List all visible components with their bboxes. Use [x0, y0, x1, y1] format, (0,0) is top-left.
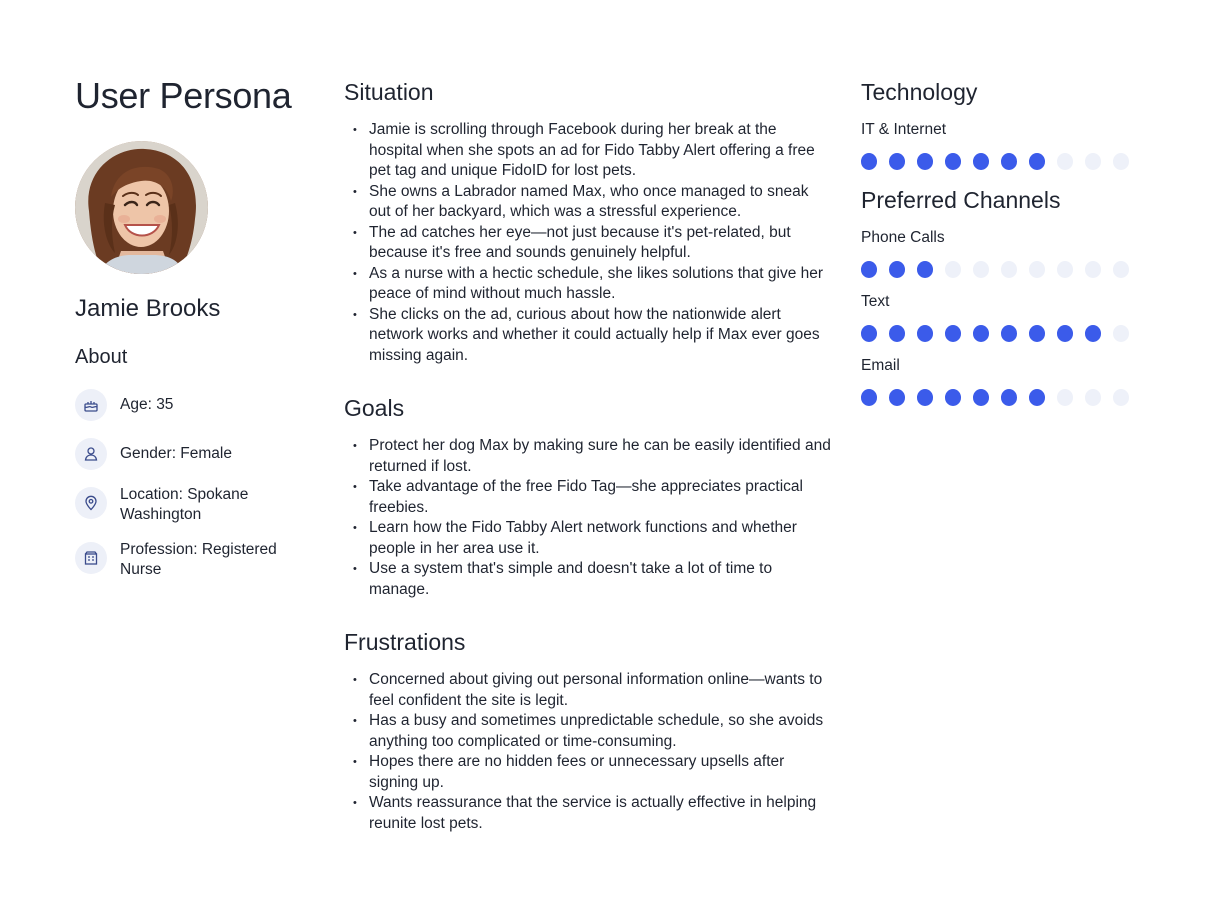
- list-item: • As a nurse with a hectic schedule, she likes solutions that give her peace of mind without much hassle.: [344, 264, 834, 305]
- goals-section: [344, 394, 834, 600]
- situation-section: [344, 78, 834, 366]
- rating-dot-filled: [917, 389, 933, 406]
- rating-dot-filled: [945, 325, 961, 342]
- rating-dot-filled: [917, 325, 933, 342]
- situation-list: [344, 120, 834, 366]
- rating-dot-filled: [1001, 389, 1017, 406]
- persona-name: Jamie Brooks: [75, 295, 221, 322]
- profile-column: [75, 74, 315, 597]
- rating-dot-empty: [1113, 261, 1129, 278]
- rating-dot-empty: [1113, 325, 1129, 342]
- rating-dots: [861, 325, 1141, 342]
- list-item: • She owns a Labrador named Max, who once managed to sneak out of her backyard, which was a stressful experience.: [344, 182, 834, 223]
- list-item: • Concerned about giving out personal information online—wants to feel confident the site is legit.: [344, 670, 834, 711]
- rating-dot-filled: [861, 325, 877, 342]
- rating-dot-filled: [861, 153, 877, 170]
- list-item: • Hopes there are no hidden fees or unnecessary upsells after signing up.: [344, 752, 834, 793]
- building-icon: [75, 542, 107, 574]
- rating-dot-filled: [861, 261, 877, 278]
- rating-dot-filled: [917, 153, 933, 170]
- rating-dot-empty: [1085, 389, 1101, 406]
- goals-heading: Goals: [344, 395, 405, 421]
- goals-list: [344, 436, 834, 600]
- rating-label: Phone Calls: [861, 229, 945, 246]
- frustrations-heading: Frustrations: [344, 629, 466, 655]
- avatar: [75, 141, 208, 274]
- rating-dot-filled: [973, 389, 989, 406]
- rating-dot-filled: [889, 153, 905, 170]
- situation-heading: Situation: [344, 79, 434, 105]
- narrative-column: [344, 78, 834, 862]
- rating-dot-filled: [889, 389, 905, 406]
- rating-label: Text: [861, 293, 890, 310]
- rating-dot-filled: [861, 389, 877, 406]
- list-item: • Jamie is scrolling through Facebook during her break at the hospital when she spots an ad for Fido Tabby Alert offering a free pet tag and unique FidoID for lost pets.: [344, 120, 834, 182]
- rating-dot-empty: [1057, 153, 1073, 170]
- rating-dot-filled: [917, 261, 933, 278]
- rating-dot-empty: [1057, 389, 1073, 406]
- rating-dot-filled: [945, 389, 961, 406]
- rating-dot-filled: [1029, 153, 1045, 170]
- rating-dots: [861, 261, 1141, 278]
- avatar-portrait: [75, 141, 208, 274]
- rating-it-internet: [861, 120, 1141, 170]
- about-item-text: Profession: Registered Nurse: [120, 541, 277, 578]
- rating-dot-filled: [973, 325, 989, 342]
- about-item-location: [75, 487, 315, 525]
- list-item: • Use a system that's simple and doesn't take a lot of time to manage.: [344, 559, 834, 600]
- rating-email: [861, 356, 1141, 406]
- rating-dot-filled: [1085, 325, 1101, 342]
- location-pin-icon: [75, 487, 107, 519]
- rating-dot-filled: [945, 153, 961, 170]
- rating-phone-calls: [861, 228, 1141, 278]
- cake-icon: [75, 389, 107, 421]
- list-item: • She clicks on the ad, curious about how the nationwide alert network works and whether it could actually help if Max ever goes missing again.: [344, 305, 834, 367]
- rating-dot-filled: [973, 153, 989, 170]
- technology-heading: Technology: [861, 79, 978, 105]
- list-item: • Wants reassurance that the service is actually effective in helping reunite lost pets.: [344, 793, 834, 834]
- page-title: User Persona: [75, 75, 292, 116]
- about-item-text: Gender: Female: [120, 445, 232, 462]
- about-heading: About: [75, 346, 128, 368]
- rating-dot-empty: [1085, 153, 1101, 170]
- rating-dot-empty: [973, 261, 989, 278]
- list-item: • Has a busy and sometimes unpredictable schedule, so she avoids anything too complicated or time-consuming.: [344, 711, 834, 752]
- about-list: [75, 389, 315, 580]
- rating-label: Email: [861, 357, 900, 374]
- rating-text: [861, 292, 1141, 342]
- user-icon: [75, 438, 107, 470]
- rating-dot-empty: [1113, 153, 1129, 170]
- list-item: • Protect her dog Max by making sure he can be easily identified and returned if lost.: [344, 436, 834, 477]
- rating-dot-filled: [1057, 325, 1073, 342]
- rating-dot-filled: [889, 261, 905, 278]
- rating-dot-empty: [1085, 261, 1101, 278]
- rating-dots: [861, 389, 1141, 406]
- rating-dot-filled: [1001, 325, 1017, 342]
- list-item: • Learn how the Fido Tabby Alert network functions and whether people in her area use it.: [344, 518, 834, 559]
- about-item-text: Age: 35: [120, 396, 174, 413]
- frustrations-section: [344, 628, 834, 834]
- list-item: • The ad catches her eye—not just because it's pet-related, but because it's free and sounds genuinely helpful.: [344, 223, 834, 264]
- rating-dot-filled: [889, 325, 905, 342]
- channels-heading: Preferred Channels: [861, 187, 1061, 213]
- rating-dot-empty: [1029, 261, 1045, 278]
- about-item-text: Location: Spokane Washington: [120, 486, 249, 523]
- frustrations-list: [344, 670, 834, 834]
- list-item: • Take advantage of the free Fido Tag—she appreciates practical freebies.: [344, 477, 834, 518]
- about-item-profession: [75, 542, 315, 580]
- rating-dot-filled: [1001, 153, 1017, 170]
- rating-dot-empty: [945, 261, 961, 278]
- rating-dot-empty: [1113, 389, 1129, 406]
- rating-dots: [861, 153, 1141, 170]
- about-item-gender: [75, 438, 315, 470]
- rating-dot-empty: [1001, 261, 1017, 278]
- rating-dot-filled: [1029, 389, 1045, 406]
- rating-dot-empty: [1057, 261, 1073, 278]
- rating-dot-filled: [1029, 325, 1045, 342]
- rating-label: IT & Internet: [861, 121, 947, 138]
- ratings-column: [861, 78, 1141, 406]
- about-item-age: [75, 389, 315, 421]
